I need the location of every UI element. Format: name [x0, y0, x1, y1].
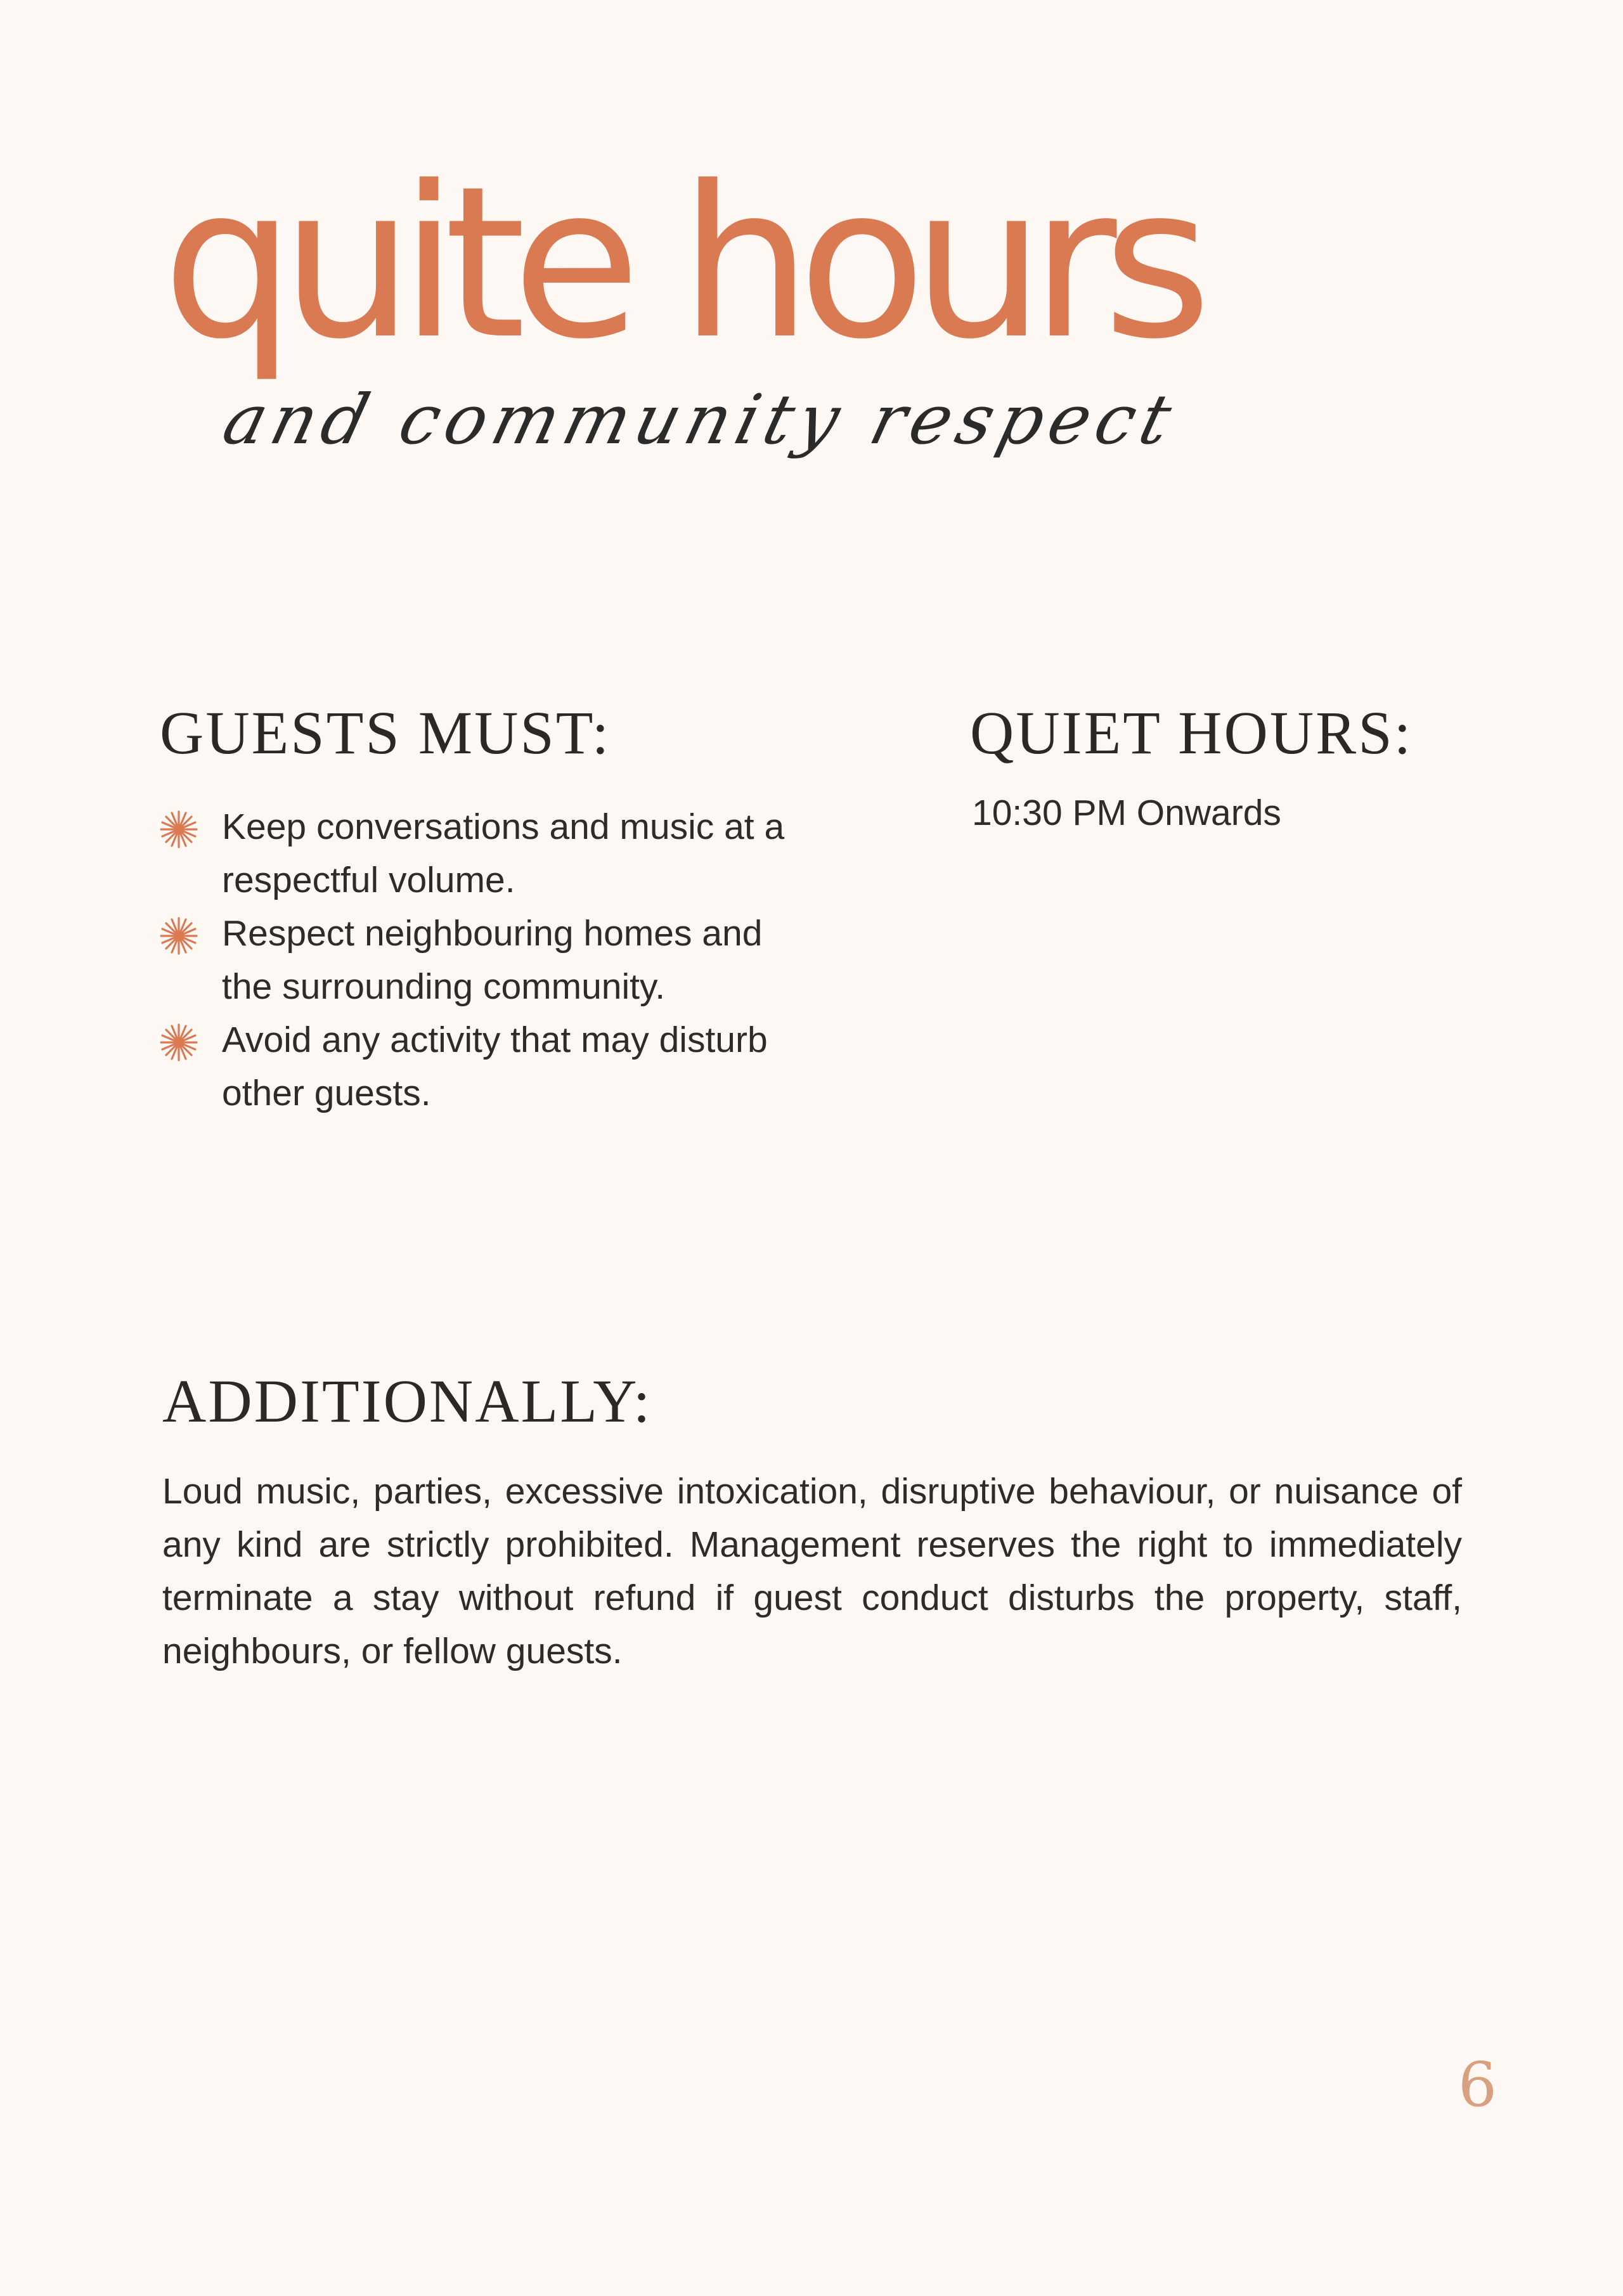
starburst-icon: [160, 917, 198, 955]
rule-text: Respect neighbouring homes and the surrounding community.: [222, 913, 763, 1007]
page-title: quite hours: [162, 141, 1198, 385]
rule-text: Avoid any activity that may disturb other guests.: [222, 1020, 768, 1113]
quiet-hours-heading: QUIET HOURS:: [970, 699, 1413, 767]
starburst-icon: [160, 810, 198, 848]
list-item: [156, 800, 796, 907]
guest-rules-list: [156, 800, 796, 1120]
page-number: 6: [1458, 2049, 1497, 2120]
guests-must-heading: GUESTS MUST:: [160, 699, 611, 767]
starburst-icon: [160, 1023, 198, 1061]
additionally-paragraph: Loud music, parties, excessive intoxication, disruptive behaviour, or nuisance of any kind are strictly prohibited. Management reserves the right to immediately terminate a stay without refund if guest conduct disturbs the property, staff, neighbours, or fellow guests.: [162, 1471, 1462, 1671]
additionally-heading: ADDITIONALLY:: [162, 1367, 652, 1435]
list-item: [156, 1013, 796, 1120]
page-subtitle: and community respect: [216, 380, 1186, 460]
rule-text: Keep conversations and music at a respectful volume.: [222, 807, 785, 900]
list-item: [156, 907, 796, 1013]
quiet-hours-value: 10:30 PM Onwards: [972, 793, 1281, 833]
